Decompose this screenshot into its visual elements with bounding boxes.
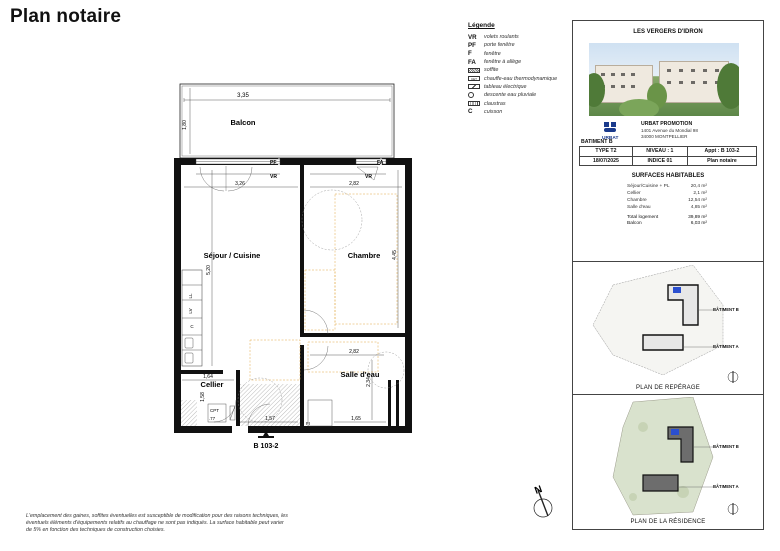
date-cell: 18/07/2025 <box>580 156 633 166</box>
reperage-bat-a: BÂTIMENT A <box>713 344 739 349</box>
soffite-icon <box>468 68 480 73</box>
fi-label: FI <box>306 421 310 426</box>
legend-item <box>468 108 578 116</box>
svg-text:N: N <box>533 484 544 497</box>
bottom-left-dim: 1,57 <box>265 416 275 422</box>
legend-item <box>468 91 578 99</box>
sde-width: 2,82 <box>349 349 359 355</box>
table-row <box>580 147 757 157</box>
legend-item <box>468 58 578 66</box>
ll-label: LL <box>188 293 193 299</box>
c-label: C <box>190 324 194 329</box>
chambre-label: Chambre <box>347 251 381 260</box>
legend-code: C <box>468 108 473 116</box>
lv-label: LV <box>188 308 193 314</box>
legend-item <box>468 41 578 49</box>
balcon-height: 1,80 <box>182 120 188 130</box>
legend-item <box>468 99 578 107</box>
chambre-height: 4,45 <box>392 250 398 260</box>
project-photo <box>589 43 739 116</box>
legend-item <box>468 50 578 58</box>
legend-text: claustras <box>484 100 506 107</box>
entry-label: B 103-2 <box>253 443 279 450</box>
legend-item <box>468 74 578 82</box>
promoter-name: URBAT PROMOTION <box>641 121 693 127</box>
surfaces-title: SURFACES HABITABLES <box>631 173 705 179</box>
sde-height: 2,34 <box>366 377 372 387</box>
legend-text: cuisson <box>484 108 503 115</box>
legend-text: porte fenêtre <box>484 42 515 49</box>
reperage-bat-b: BÂTIMENT B <box>713 307 739 312</box>
urbat-logo-text: URBAT <box>602 136 619 141</box>
surface-row: Séjour/Cuisine + PL 20,4 m² <box>627 184 707 189</box>
indice-cell: INDICE 01 <box>632 156 687 166</box>
balcon-row: Balcon 6,03 m² <box>627 221 707 226</box>
north-arrow-icon <box>528 482 558 522</box>
balcony-outline <box>180 84 394 158</box>
legend-code: F <box>468 50 472 58</box>
legend-text: fenêtre <box>484 50 501 57</box>
legend-text: tableau électrique <box>484 83 527 90</box>
sde-label: Salle d'eau <box>340 370 380 379</box>
water-heater-icon: CET <box>468 76 480 81</box>
sejour-label: Séjour / Cuisine <box>203 251 261 260</box>
promoter-address-2: 34000 MONTPELLIER <box>641 134 688 139</box>
wall-right <box>405 158 412 433</box>
vr-label-1: VR <box>270 174 277 180</box>
claustra-icon <box>468 101 480 106</box>
partition-chambre-sde <box>300 333 408 337</box>
bottom-right-dim: 1,65 <box>351 416 361 422</box>
balcon-label: Balcon <box>230 118 256 127</box>
table-row <box>580 156 757 166</box>
bottom-small-dim: .77 <box>208 416 216 421</box>
legend-item <box>468 83 578 91</box>
partition-cellier-top <box>181 370 223 374</box>
residence-bat-a: BÂTIMENT A <box>713 484 739 489</box>
project-name: LES VERGERS D'IDRON <box>633 29 703 35</box>
total-row: Total logement 39,89 m² <box>627 215 707 220</box>
surface-row: Chambre 12,54 m² <box>627 198 707 203</box>
cpt-label: CPT <box>210 408 219 413</box>
legend-text: chauffe-eau thermodynamique <box>484 75 558 82</box>
niveau-cell: NIVEAU : 1 <box>632 147 687 157</box>
downpipe-icon <box>468 92 474 98</box>
footnote <box>26 513 366 534</box>
legend-text: descente eau pluviale <box>484 92 537 99</box>
legend-item <box>468 33 578 41</box>
partition-sejour-chambre <box>300 165 304 333</box>
cellier-width: 1,64 <box>203 374 213 380</box>
footnote-line: de 5% en fonction des techniques de construction choisies. <box>26 527 165 533</box>
wall-bottom-right <box>248 426 412 433</box>
residence-bat-b: BÂTIMENT B <box>713 444 739 449</box>
pf-label: PF <box>270 160 277 166</box>
cellier-height: 1,58 <box>200 392 206 402</box>
partition-sde-left <box>300 345 304 426</box>
reperage-caption: PLAN DE REPÉRAGE <box>636 385 700 391</box>
legend-text: soffite <box>484 67 499 74</box>
floor-plan <box>160 70 420 460</box>
urbat-logo-icon <box>603 121 617 133</box>
promoter-address-1: 1401 Avenue du Mondial 98 <box>641 128 698 133</box>
sejour-height: 5,20 <box>206 265 212 275</box>
reperage-map <box>573 265 763 385</box>
residence-caption: PLAN DE LA RÉSIDENCE <box>630 519 706 525</box>
footnote-line: éventuels éléments d'équipements relatifs au chauffage ne sont pas indiqués. La surface habitable peut varier <box>26 520 284 526</box>
surface-row: Cellier 2,1 m² <box>627 191 707 196</box>
vr-label-2: VR <box>365 174 372 180</box>
apartment-info-table <box>579 146 757 166</box>
wall-left <box>174 158 181 433</box>
legend-code: FA <box>468 58 476 66</box>
sink <box>308 400 332 426</box>
type-cell: TYPE T2 <box>580 147 633 157</box>
page-title: Plan notaire <box>10 6 122 27</box>
legend-code: PF <box>468 41 476 49</box>
electric-panel-icon <box>468 84 480 89</box>
shower-wall <box>388 380 391 426</box>
balcon-width: 3,35 <box>237 93 249 99</box>
legend-text: volets roulants <box>484 34 519 41</box>
legend-code: VR <box>468 33 477 41</box>
footnote-line: L'emplacement des gaines, soffites éventuelles est susceptible de modification pour des raisons techniques, les <box>26 513 288 519</box>
surface-row: Salle d'eau 4,85 m² <box>627 205 707 210</box>
legend-title: Légende <box>468 22 495 29</box>
legend-text: fenêtre à allège <box>484 59 522 66</box>
cellier-label: Cellier <box>200 380 224 389</box>
legend-item <box>468 66 578 74</box>
chambre-width: 2,82 <box>349 181 359 187</box>
sejour-width: 3,26 <box>235 181 245 187</box>
batiment-label: BATIMENT B <box>581 139 613 145</box>
wall-bottom-left <box>174 426 232 433</box>
appt-cell: Appt : B 103-2 <box>687 147 756 157</box>
info-panel <box>572 20 764 530</box>
residence-map <box>573 397 763 517</box>
plan-type-cell: Plan notaire <box>687 156 756 166</box>
fa-label: FA <box>377 160 384 166</box>
legend <box>468 22 578 116</box>
